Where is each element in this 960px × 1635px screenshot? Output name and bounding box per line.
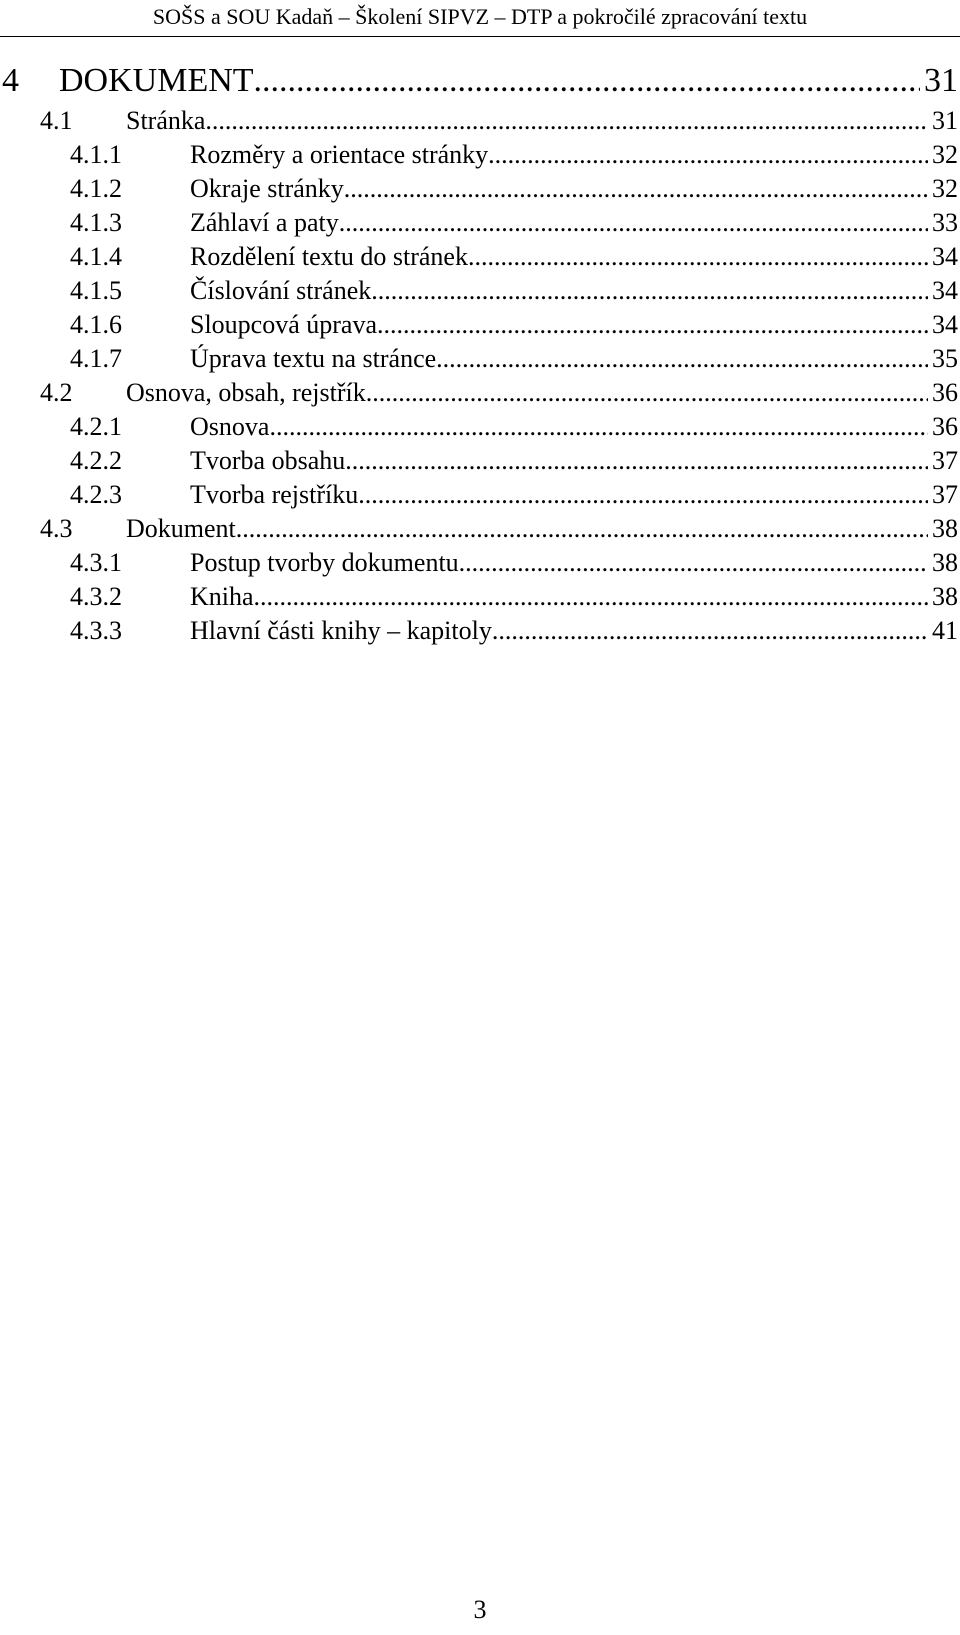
toc-title: Úprava textu na stránce — [190, 344, 437, 373]
toc-leader — [459, 548, 928, 578]
toc-title: Tvorba obsahu — [190, 446, 346, 475]
toc-entry-4-1-7[interactable] — [0, 344, 960, 378]
toc-number: 4.1 — [40, 106, 73, 135]
toc-title: Osnova, obsah, rejstřík — [126, 378, 366, 407]
toc-entry-4-1-2[interactable] — [0, 174, 960, 208]
toc-entry-4-2-2[interactable] — [0, 446, 960, 480]
toc-page: 31 — [932, 106, 958, 135]
toc-title: Sloupcová úprava — [190, 310, 378, 339]
toc-page: 38 — [932, 582, 958, 611]
toc-title: Osnova — [190, 412, 270, 441]
toc-number: 4.2 — [40, 378, 73, 407]
toc-title: Rozdělení textu do stránek — [190, 242, 468, 271]
toc-leader — [492, 616, 928, 646]
toc-page: 35 — [932, 344, 958, 373]
toc-entry-4-1-4[interactable] — [0, 242, 960, 276]
toc-number: 4.3 — [40, 514, 73, 543]
toc-leader — [254, 62, 920, 100]
toc-title: Stránka — [126, 106, 206, 135]
toc-number: 4.2.2 — [70, 446, 122, 475]
toc-number: 4.1.1 — [70, 140, 122, 169]
toc-number: 4.2.3 — [70, 480, 122, 509]
toc-leader — [366, 378, 928, 408]
toc-entry-4-3-2[interactable] — [0, 582, 960, 616]
header-divider — [0, 36, 960, 37]
toc-page: 32 — [932, 140, 958, 169]
toc-page: 32 — [932, 174, 958, 203]
toc-entry-4-1-3[interactable] — [0, 208, 960, 242]
toc-entry-4-2[interactable] — [0, 378, 960, 412]
toc-entry-4-1-1[interactable] — [0, 140, 960, 174]
toc-page: 38 — [932, 514, 958, 543]
toc-title: DOKUMENT — [59, 62, 254, 99]
table-of-contents — [0, 62, 960, 650]
toc-number: 4.1.2 — [70, 174, 122, 203]
toc-number: 4.1.4 — [70, 242, 122, 271]
toc-page: 36 — [932, 412, 958, 441]
toc-entry-4-2-1[interactable] — [0, 412, 960, 446]
toc-leader — [436, 344, 928, 374]
page-number: 3 — [473, 1595, 487, 1624]
toc-page: 37 — [932, 480, 958, 509]
toc-leader — [377, 310, 928, 340]
toc-number: 4.1.3 — [70, 208, 122, 237]
toc-number: 4.2.1 — [70, 412, 122, 441]
toc-leader — [371, 276, 928, 306]
toc-page: 38 — [932, 548, 958, 577]
toc-entry-4-3-3[interactable] — [0, 616, 960, 650]
toc-entry-4[interactable] — [0, 62, 960, 106]
toc-page: 41 — [932, 616, 958, 645]
toc-page: 34 — [932, 276, 958, 305]
toc-page: 37 — [932, 446, 958, 475]
toc-entry-4-3[interactable] — [0, 514, 960, 548]
toc-leader — [344, 174, 928, 204]
toc-leader — [254, 582, 928, 612]
toc-title: Dokument — [126, 514, 236, 543]
toc-entry-4-1-5[interactable] — [0, 276, 960, 310]
toc-leader — [468, 242, 928, 272]
toc-page: 36 — [932, 378, 958, 407]
toc-entry-4-1-6[interactable] — [0, 310, 960, 344]
toc-leader — [345, 446, 928, 476]
toc-number: 4.1.7 — [70, 344, 122, 373]
toc-number: 4.3.1 — [70, 548, 122, 577]
toc-title: Záhlaví a paty — [190, 208, 339, 237]
toc-title: Číslování stránek — [190, 276, 372, 305]
toc-title: Rozměry a orientace stránky — [190, 140, 489, 169]
toc-title: Postup tvorby dokumentu — [190, 548, 459, 577]
toc-leader — [269, 412, 928, 442]
toc-number: 4.3.2 — [70, 582, 122, 611]
toc-number: 4.3.3 — [70, 616, 122, 645]
toc-entry-4-1[interactable] — [0, 106, 960, 140]
toc-number: 4.1.5 — [70, 276, 122, 305]
toc-title: Tvorba rejstříku — [190, 480, 359, 509]
page-header: SOŠS a SOU Kadaň – Školení SIPVZ – DTP a pokročilé zpracování textu — [152, 4, 808, 29]
toc-leader — [339, 208, 928, 238]
toc-page: 31 — [924, 62, 958, 99]
toc-leader — [205, 106, 928, 136]
toc-leader — [358, 480, 928, 510]
toc-leader — [488, 140, 928, 170]
toc-number: 4 — [2, 62, 19, 99]
toc-page: 34 — [932, 310, 958, 339]
toc-page: 34 — [932, 242, 958, 271]
toc-entry-4-3-1[interactable] — [0, 548, 960, 582]
toc-number: 4.1.6 — [70, 310, 122, 339]
toc-leader — [236, 514, 928, 544]
toc-title: Kniha — [190, 582, 254, 611]
toc-page: 33 — [932, 208, 958, 237]
toc-title: Okraje stránky — [190, 174, 344, 203]
toc-entry-4-2-3[interactable] — [0, 480, 960, 514]
toc-title: Hlavní části knihy – kapitoly — [190, 616, 492, 645]
